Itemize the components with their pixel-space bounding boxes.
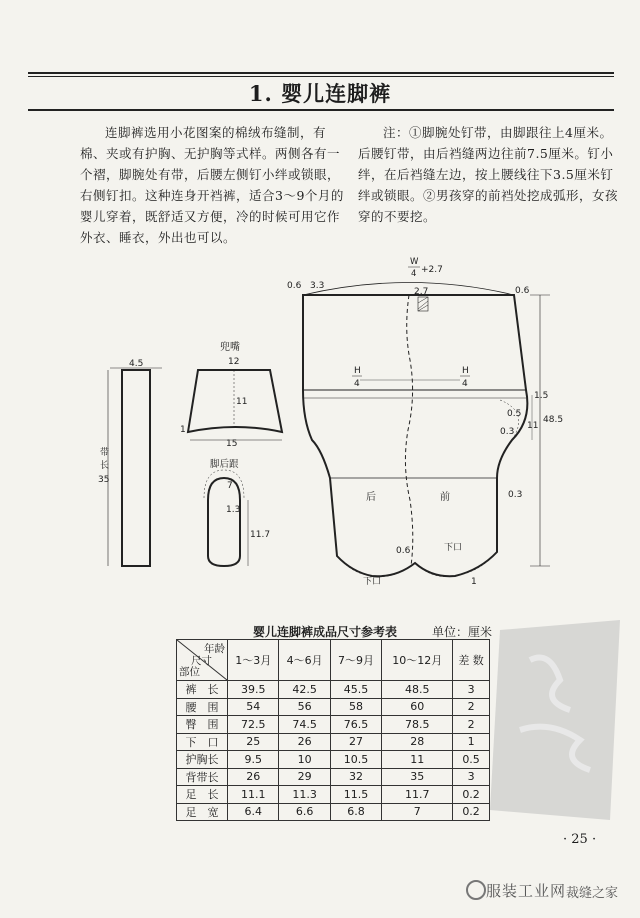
intro-left <box>80 122 348 248</box>
cell: 72.5 <box>228 716 279 734</box>
heel-height: 11.7 <box>250 530 271 540</box>
size-table <box>176 639 490 821</box>
table-unit: 单位：厘米 <box>432 625 493 639</box>
left-33: 3.3 <box>310 281 325 291</box>
cell: 6.6 <box>279 803 330 821</box>
col-header: 差 数 <box>453 640 490 681</box>
hip-right-num: H <box>462 366 469 376</box>
front-label: 前 <box>440 492 450 503</box>
watermark-logo-icon <box>466 880 486 900</box>
row-label: 裤 长 <box>177 681 228 699</box>
title-rule-bottom <box>28 109 614 111</box>
cell: 58 <box>330 698 381 716</box>
heel-dim-1: 1.3 <box>226 505 241 515</box>
cell: 1 <box>453 733 490 751</box>
cell: 78.5 <box>382 716 453 734</box>
strap-label-2: 长 <box>100 461 110 471</box>
bottom-06: 0.6 <box>396 546 411 556</box>
cell: 0.2 <box>453 786 490 804</box>
page-title: 1. 婴儿连脚裤 <box>248 81 392 106</box>
watermark-text: 服装工业网 <box>486 882 567 900</box>
dim-03b: 0.3 <box>508 490 523 500</box>
dim-05: 0.5 <box>507 409 522 419</box>
dim-15: 1.5 <box>534 391 549 401</box>
title-rule-top <box>28 76 614 77</box>
trouser-draft <box>287 257 563 587</box>
cell: 11.3 <box>279 786 330 804</box>
waist-formula-num: W <box>410 257 419 267</box>
cell: 45.5 <box>330 681 381 699</box>
row-label: 足 长 <box>177 786 228 804</box>
bib-side: 1 <box>180 425 186 435</box>
heel-title: 脚后跟 <box>210 459 239 470</box>
xiakou-left: 下口 <box>363 577 382 587</box>
page-number: · 25 · <box>563 832 597 847</box>
right-06: 0.6 <box>515 286 530 296</box>
dim-03: 0.3 <box>500 427 515 437</box>
cell: 2 <box>453 716 490 734</box>
cell: 76.5 <box>330 716 381 734</box>
table-caption: 婴儿连脚裤成品尺寸参考表 <box>253 625 398 639</box>
heel-top: 7 <box>227 481 233 491</box>
row-label: 背带长 <box>177 768 228 786</box>
cell: 29 <box>279 768 330 786</box>
waist-formula-den: 4 <box>411 269 417 279</box>
pattern-diagram <box>0 250 640 610</box>
cell: 11.5 <box>330 786 381 804</box>
cell: 54 <box>228 698 279 716</box>
table-row <box>177 681 490 699</box>
cell: 42.5 <box>279 681 330 699</box>
cell: 10.5 <box>330 751 381 769</box>
watermark-text-2: 裁缝之家 <box>566 886 619 901</box>
row-label: 下 口 <box>177 733 228 751</box>
top-rule <box>28 72 614 74</box>
strap-piece <box>98 359 162 566</box>
cell: 26 <box>228 768 279 786</box>
strap-label-1: 带 <box>100 448 110 458</box>
row-label: 足 宽 <box>177 803 228 821</box>
bib-title: 兜嘴 <box>220 342 240 353</box>
corner-size: 尺寸 <box>191 655 212 667</box>
cell: 27 <box>330 733 381 751</box>
cell: 56 <box>279 698 330 716</box>
row-label: 腰 围 <box>177 698 228 716</box>
heel-piece <box>204 458 270 566</box>
table-body <box>177 681 490 821</box>
cell: 3 <box>453 681 490 699</box>
corner-age: 年龄 <box>204 643 225 655</box>
cell: 48.5 <box>382 681 453 699</box>
dim-11: 11 <box>527 421 539 431</box>
corner-part: 部位 <box>179 666 200 678</box>
row-label: 护胸长 <box>177 751 228 769</box>
cell: 6.8 <box>330 803 381 821</box>
row-label: 臀 围 <box>177 716 228 734</box>
table-header-row <box>177 640 490 681</box>
cell: 28 <box>382 733 453 751</box>
cell: 11 <box>382 751 453 769</box>
back-label: 后 <box>366 492 376 503</box>
cell: 11.7 <box>382 786 453 804</box>
dim-485: 48.5 <box>543 415 564 425</box>
cell: 26 <box>279 733 330 751</box>
cell: 3 <box>453 768 490 786</box>
table-row <box>177 803 490 821</box>
cell: 74.5 <box>279 716 330 734</box>
table-corner <box>177 640 228 681</box>
bib-piece <box>180 340 282 449</box>
cell: 35 <box>382 768 453 786</box>
waist-formula-add: +2.7 <box>421 265 443 275</box>
bib-height: 11 <box>236 397 248 407</box>
hip-right-den: 4 <box>462 379 468 389</box>
dim-1: 1 <box>471 577 477 587</box>
bib-top: 12 <box>228 357 240 367</box>
watermark-stamp <box>470 620 630 830</box>
intro-right <box>358 122 620 227</box>
cell: 2 <box>453 698 490 716</box>
table-row <box>177 786 490 804</box>
cell: 60 <box>382 698 453 716</box>
intro-right-text: 注：①脚腕处钉带，由脚跟往上4厘米。后腰钉带，由后裆缝两边往前7.5厘米。钉小绊，在后裆缝左边，按上腰线往下3.5厘米钉绊或锁眼。②男孩穿的前裆处挖成弧形，女孩穿的不要挖。 <box>358 125 619 224</box>
table-row <box>177 716 490 734</box>
bib-bottom: 15 <box>226 439 238 449</box>
mid-27: 2.7 <box>414 287 429 297</box>
table-row <box>177 733 490 751</box>
left-06: 0.6 <box>287 281 302 291</box>
cell: 10 <box>279 751 330 769</box>
strap-width-label: 4.5 <box>129 359 144 369</box>
table-row <box>177 751 490 769</box>
col-header: 7～9月 <box>330 640 381 681</box>
cell: 9.5 <box>228 751 279 769</box>
hip-left-num: H <box>354 366 361 376</box>
hip-left-den: 4 <box>354 379 360 389</box>
cell: 32 <box>330 768 381 786</box>
col-header: 10～12月 <box>382 640 453 681</box>
cell: 25 <box>228 733 279 751</box>
intro-left-text: 连脚裤选用小花图案的棉绒布缝制，有棉、夹或有护胸、无护胸等式样。两侧各有一个褶，脚腕处有带，后腰左侧钉小绊或锁眼，右侧钉扣。这种连身开裆裤，适合3～9个月的婴儿穿着，既舒适又方便，冷的时候可用它作外衣、睡衣，外出也可以。 <box>80 125 344 245</box>
cell: 7 <box>382 803 453 821</box>
cell: 6.4 <box>228 803 279 821</box>
cell: 0.5 <box>453 751 490 769</box>
cell: 39.5 <box>228 681 279 699</box>
xiakou-right: 下口 <box>444 543 463 553</box>
strap-length-label: 35 <box>98 475 110 485</box>
cell: 11.1 <box>228 786 279 804</box>
table-row <box>177 768 490 786</box>
col-header: 4～6月 <box>279 640 330 681</box>
col-header: 1～3月 <box>228 640 279 681</box>
table-row <box>177 698 490 716</box>
cell: 0.2 <box>453 803 490 821</box>
